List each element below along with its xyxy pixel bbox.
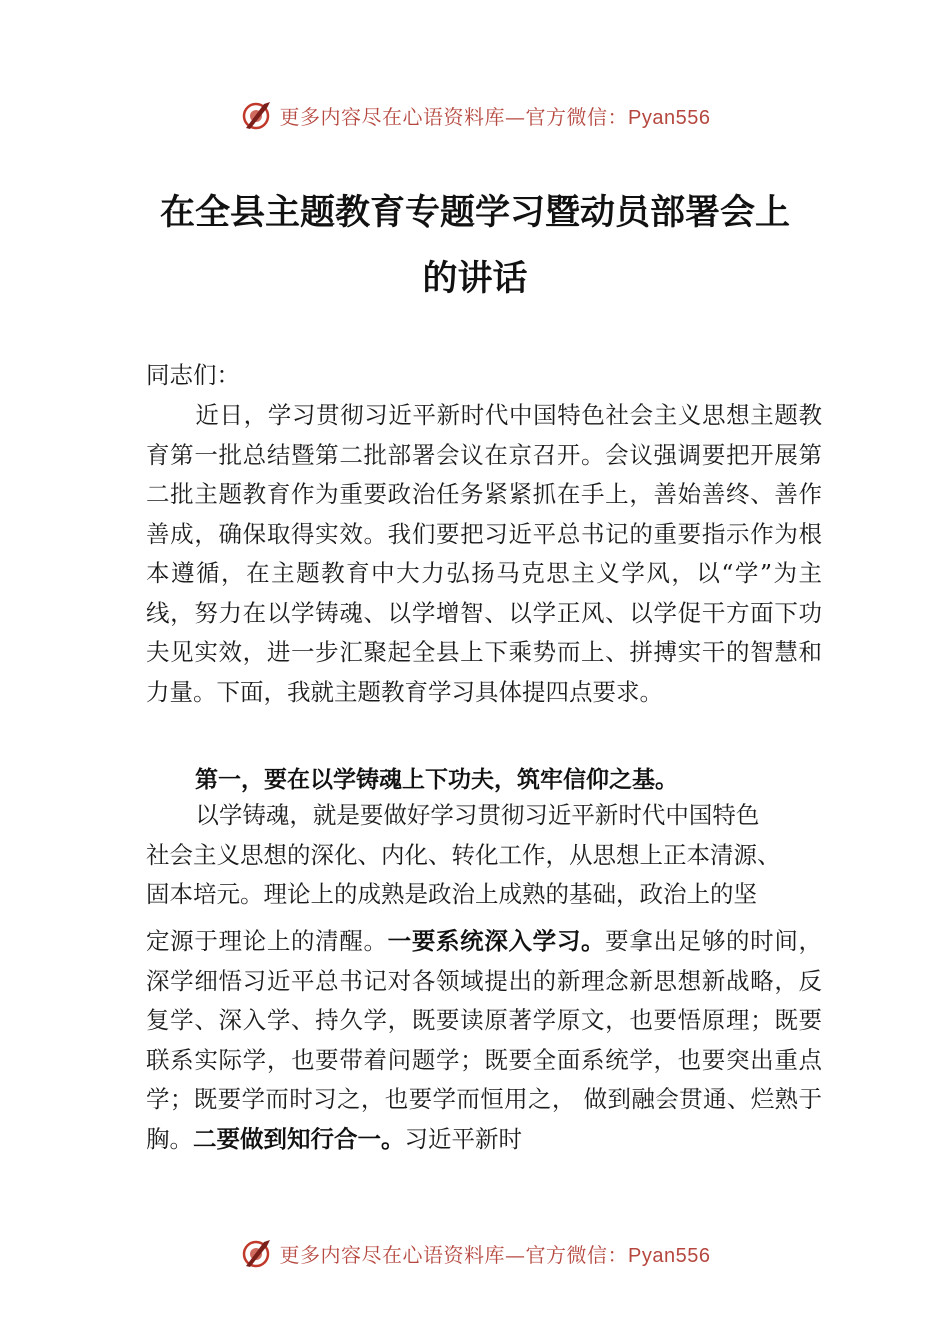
watermark-text: 更多内容尽在心语资料库—官方微信：Pyan556 <box>279 1242 711 1267</box>
text-run: 习近平新时 <box>404 1124 522 1153</box>
brush-seal-icon <box>240 98 274 132</box>
title-line-1: 在全县主题教育专题学习暨动员部署会上 <box>159 192 790 233</box>
brush-seal-icon <box>240 1236 274 1270</box>
document-title <box>140 180 810 312</box>
watermark-banner-top <box>0 95 950 135</box>
bold-point-2: 二要做到知行合一。 <box>193 1124 405 1153</box>
text-run: 要拿出足够的时间，深学细悟习近平总书记对各领域提出的新理念新思想新战略，反复学、深入学、持久学，既要读原著学原文，也要悟原理；既要联系实际学，也要带着问题学；既要全面系统学，也要突出重点学；既要学而时习之，也要学而恒用之， 做到融会贯通、烂熟于胸。 <box>146 927 823 1153</box>
watermark-text: 更多内容尽在心语资料库—官方微信：Pyan556 <box>279 104 711 129</box>
paragraph-section-1 <box>146 796 822 915</box>
paragraph-line: 社会主义思想的深化、内化、转化工作，从思想上正本清源、 <box>146 840 781 869</box>
paragraph-intro: 近日，学习贯彻习近平新时代中国特色社会主义思想主题教育第一批总结暨第二批部署会议在京召开。会议强调要把开展第二批主题教育作为重要政治任务紧紧抓在手上，善始善终、善作善成，确保取得实效。我们要把习近平总书记的重要指示作为根本遵循，在主题教育中大力弘扬马克思主义学风，以“学”为主线，努力在以学铸魂、以学增智、以学正风、以学促干方面下功夫见实效，进一步汇聚起全县上下乘势而上、拼搏实干的智慧和力量。下面，我就主题教育学习具体提四点要求。 <box>146 401 822 706</box>
bold-point-1: 一要系统深入学习。 <box>387 927 606 955</box>
section-heading-1: 第一，要在以学铸魂上下功夫，筑牢信仰之基。 <box>195 767 678 793</box>
paragraph-line: 固本培元。理论上的成熟是政治上成熟的基础，政治上的坚 <box>146 880 757 908</box>
title-line-2: 的讲话 <box>422 258 528 299</box>
text-run: 定源于理论上的清醒。 <box>146 927 388 955</box>
watermark-banner-bottom <box>0 1233 950 1273</box>
greeting: 同志们： <box>146 361 240 389</box>
paragraph-section-1-continued <box>146 922 822 1159</box>
paragraph-line: 以学铸魂，就是要做好学习贯彻习近平新时代中国特色 <box>195 801 760 829</box>
